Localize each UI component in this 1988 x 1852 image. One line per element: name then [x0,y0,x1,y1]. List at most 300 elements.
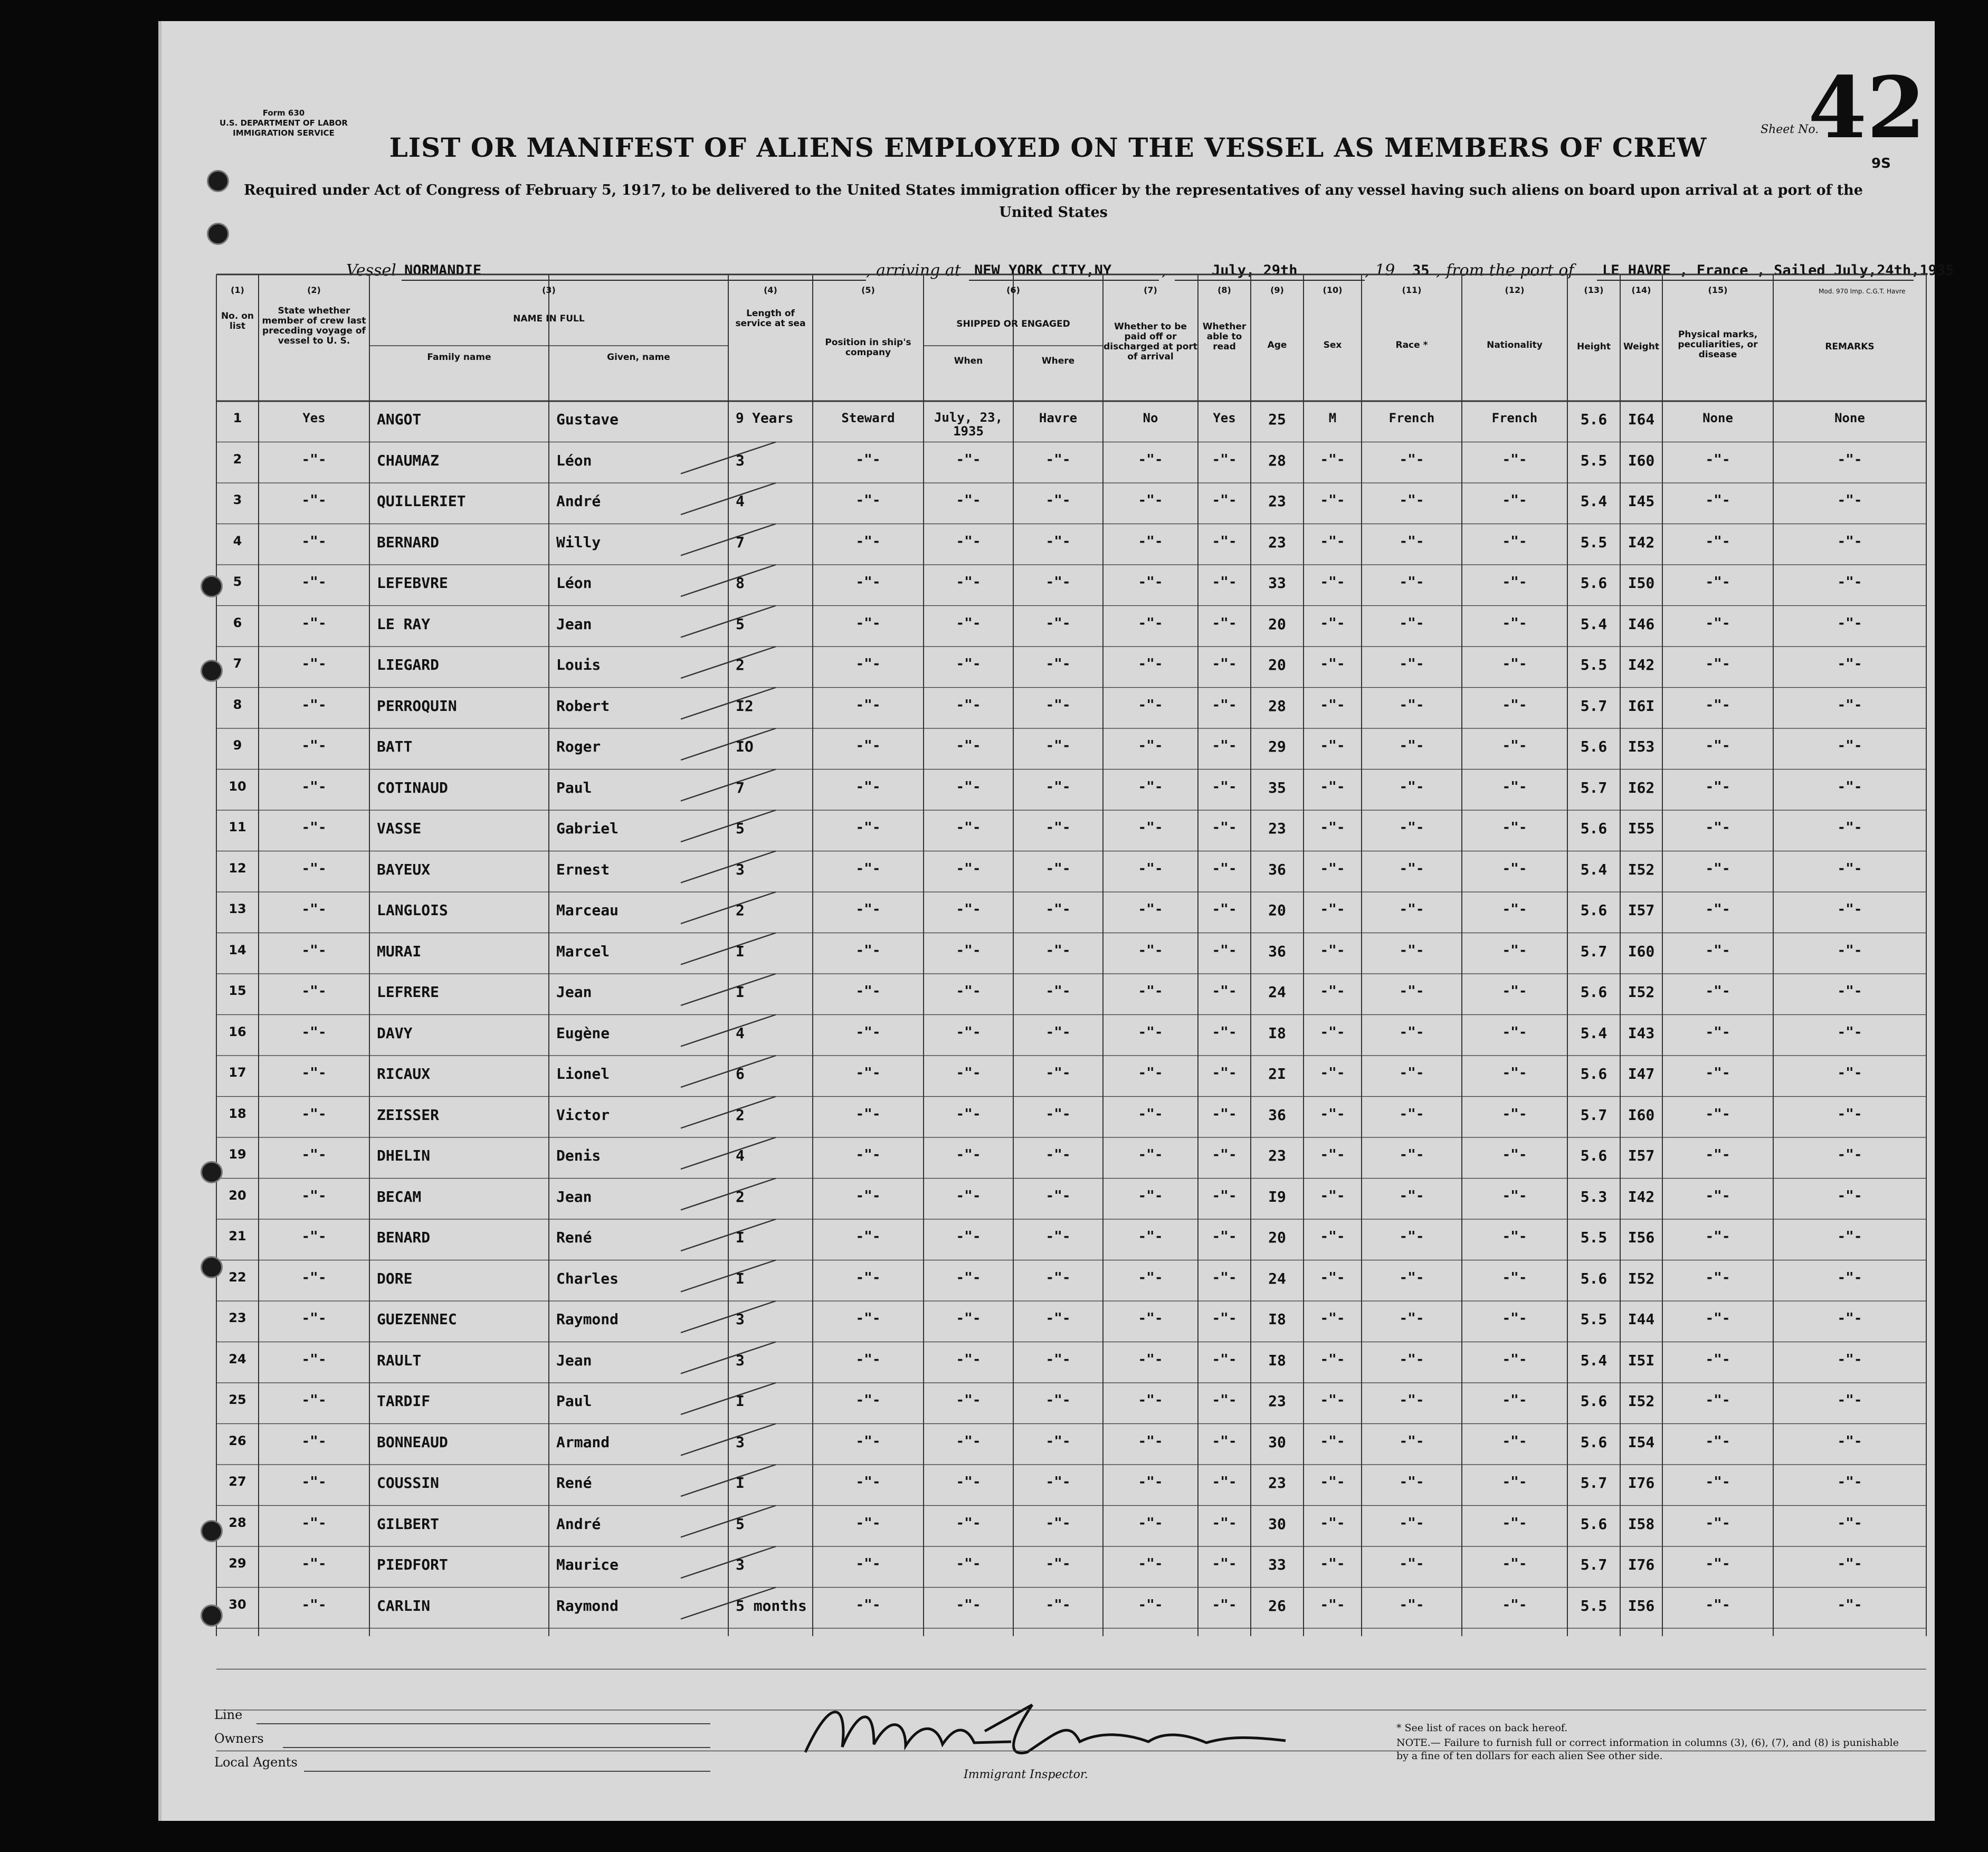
ditto-mark: -"- [1399,1392,1424,1408]
header-prev-voyage: State whether member of crew last preceding voyage of vessel to U. S. [262,306,366,346]
ditto-mark: -"- [1705,983,1730,999]
ditto-mark: -"- [855,1106,881,1122]
header-when: When [954,356,983,366]
weight: I57 [1628,901,1655,919]
ditto-mark: -"- [1138,1433,1163,1449]
ditto-mark: -"- [1320,1392,1345,1408]
header-remarks: REMARKS [1825,341,1875,352]
binder-hole [201,1161,223,1183]
ditto-mark: -"- [1502,1229,1527,1245]
binder-hole [207,223,229,245]
ditto-mark: -"- [1320,738,1345,754]
ditto-mark: -"- [1502,1597,1527,1613]
height: 5.5 [1580,656,1607,673]
row-number: 30 [229,1597,246,1612]
weight: I42 [1628,1188,1655,1205]
given-name: Charles [556,1269,619,1287]
age: I8 [1268,1024,1286,1042]
row-number: 8 [233,697,242,712]
ditto-mark: -"- [855,1392,881,1408]
header-given-name: Given, name [607,352,670,363]
ditto-mark: -"- [301,860,327,877]
ditto-mark: -"- [1837,1597,1862,1613]
ditto-mark: -"- [1837,983,1862,999]
ditto-mark: -"- [1320,1556,1345,1572]
ditto-mark: -"- [1045,1310,1071,1326]
ditto-mark: -"- [1705,1065,1730,1081]
ditto-mark: -"- [1320,820,1345,835]
sheet-sub-number: 9S [1871,156,1891,172]
ditto-mark: -"- [1837,451,1862,468]
given-name: Jean [556,1188,592,1205]
family-name: BATT [377,738,413,755]
ditto-mark: -"- [301,697,327,713]
ditto-mark: -"- [1138,1556,1163,1572]
ditto-mark: -"- [1212,901,1237,917]
age: 2I [1268,1065,1286,1082]
header-physical-marks: Physical marks, peculiarities, or disease [1678,329,1758,360]
family-name: PERROQUIN [377,697,457,715]
ditto-mark: -"- [1837,942,1862,958]
column-number: (10) [1323,285,1343,295]
ditto-mark: -"- [855,1556,881,1572]
ditto-mark: -"- [956,820,981,835]
row-number: 28 [229,1515,246,1530]
family-name: DHELIN [377,1147,431,1164]
height: 5.6 [1580,1147,1607,1164]
given-name: Armand [556,1433,610,1451]
length-of-service: 2 [736,1188,745,1205]
ditto-mark: -"- [1320,983,1345,999]
ditto-mark: -"- [1320,1269,1345,1286]
weight: I58 [1628,1515,1655,1533]
ditto-mark: -"- [301,492,327,508]
weight: I62 [1628,778,1655,796]
weight: I47 [1628,1065,1655,1082]
ditto-mark: -"- [1837,901,1862,917]
binder-hole [201,1604,223,1627]
ditto-mark: -"- [956,1229,981,1245]
length-of-service: I [736,1392,745,1410]
ditto-mark: -"- [1837,615,1862,631]
ditto-mark: -"- [1502,738,1527,754]
ditto-mark: -"- [1705,1556,1730,1572]
ditto-mark: -"- [1212,1147,1237,1163]
age: 35 [1268,778,1286,796]
ditto-mark: -"- [1320,1597,1345,1613]
ditto-mark: -"- [855,656,881,672]
ditto-mark: -"- [1138,1065,1163,1081]
first-row-race: French [1388,411,1435,425]
ditto-mark: -"- [1320,860,1345,877]
races-note: * See list of races on back hereof. [1396,1722,1568,1734]
age: 23 [1268,1474,1286,1492]
ditto-mark: -"- [1320,1065,1345,1081]
ditto-mark: -"- [1212,942,1237,958]
ditto-mark: -"- [1320,1433,1345,1449]
ditto-mark: -"- [855,942,881,958]
family-name: LANGLOIS [377,901,448,919]
ditto-mark: -"- [1138,1392,1163,1408]
ditto-mark: -"- [1212,738,1237,754]
given-name: Jean [556,1351,592,1369]
length-of-service: I [736,942,745,960]
height: 5.5 [1580,1597,1607,1614]
ditto-mark: -"- [1138,533,1163,549]
ditto-mark: -"- [1212,492,1237,508]
family-name: DAVY [377,1024,413,1042]
family-name: COTINAUD [377,778,448,796]
ditto-mark: -"- [1045,1106,1071,1122]
ditto-mark: -"- [1399,1188,1424,1204]
ditto-mark: -"- [1212,1269,1237,1286]
ditto-mark: -"- [1138,656,1163,672]
ditto-mark: -"- [956,451,981,468]
ditto-mark: -"- [301,901,327,917]
ditto-mark: -"- [1320,1188,1345,1204]
first-row-when: July, 23, 1935 [934,410,1003,439]
height: 5.6 [1580,820,1607,837]
given-name: Eugène [556,1024,610,1042]
ditto-mark: -"- [1045,1188,1071,1204]
ditto-mark: -"- [855,492,881,508]
row-number: 9 [233,738,242,753]
ditto-mark: -"- [1399,1433,1424,1449]
row-number: 26 [229,1433,246,1448]
ditto-mark: -"- [855,451,881,468]
age: 24 [1268,983,1286,1001]
ditto-mark: -"- [956,738,981,754]
ditto-mark: -"- [1320,1351,1345,1367]
column-number: (6) [1006,285,1020,295]
age: 29 [1268,738,1286,755]
family-name: LEFRERE [377,983,440,1001]
first-row-nat: French [1491,411,1538,425]
age: 26 [1268,1597,1286,1614]
length-of-service: 3 [736,1310,745,1328]
ditto-mark: -"- [1320,615,1345,631]
ditto-mark: -"- [1502,1024,1527,1040]
page-subtitle: Required under Act of Congress of February 5, 1917, to be delivered to the United States immigration officer by the representatives of any vessel having such aliens on board upon arrival at a port of the United States [244,182,1863,221]
height: 5.6 [1580,983,1607,1001]
ditto-mark: -"- [301,615,327,631]
ditto-mark: -"- [301,820,327,835]
ditto-mark: -"- [301,1515,327,1531]
ditto-mark: -"- [1212,1556,1237,1572]
binder-hole [201,660,223,682]
height: 5.7 [1580,1556,1607,1573]
ditto-mark: -"- [1045,1597,1071,1613]
ditto-mark: -"- [1212,574,1237,590]
ditto-mark: -"- [1045,778,1071,795]
age: 30 [1268,1515,1286,1533]
header-no-on-list: No. on list [221,311,254,331]
ditto-mark: -"- [1837,1433,1862,1449]
ditto-mark: -"- [956,942,981,958]
length-of-service: 6 [736,1065,745,1082]
given-name: Denis [556,1147,601,1164]
ditto-mark: -"- [1045,1556,1071,1572]
ditto-mark: -"- [1705,1188,1730,1204]
age: 30 [1268,1433,1286,1451]
ditto-mark: -"- [1320,1106,1345,1122]
arrival-port: NEW YORK CITY,NY [974,262,1112,279]
length-of-service: 7 [736,778,745,796]
ditto-mark: -"- [1705,1474,1730,1490]
column-number: (14) [1631,285,1651,295]
ditto-mark: -"- [956,1597,981,1613]
weight: I45 [1628,492,1655,510]
ditto-mark: -"- [1502,901,1527,917]
ditto-mark: -"- [1138,1229,1163,1245]
age: 28 [1268,697,1286,715]
ditto-mark: -"- [1705,615,1730,631]
ditto-mark: -"- [1837,492,1862,508]
weight: I50 [1628,574,1655,592]
ditto-mark: -"- [1399,451,1424,468]
family-name: MURAI [377,942,422,960]
ditto-mark: -"- [1502,574,1527,590]
age: 23 [1268,1392,1286,1410]
ditto-mark: -"- [1399,1310,1424,1326]
ditto-mark: -"- [301,778,327,795]
ditto-mark: -"- [1320,1515,1345,1531]
ditto-mark: -"- [956,1556,981,1572]
ditto-mark: -"- [1138,1351,1163,1367]
family-name: LE RAY [377,615,431,633]
ditto-mark: -"- [1399,1147,1424,1163]
length-of-service: 5 [736,615,745,633]
ditto-mark: -"- [1212,1310,1237,1326]
family-name: CARLIN [377,1597,431,1614]
column-number: (5) [861,285,875,295]
ditto-mark: -"- [1705,697,1730,713]
ditto-mark: -"- [1837,1106,1862,1122]
ditto-mark: -"- [1045,1474,1071,1490]
given-name: Louis [556,656,601,673]
ditto-mark: -"- [1399,615,1424,631]
row-number: 20 [229,1188,246,1203]
ditto-mark: -"- [1705,942,1730,958]
ditto-mark: -"- [1212,1474,1237,1490]
ditto-mark: -"- [956,615,981,631]
ditto-mark: -"- [1705,1351,1730,1367]
column-number: (11) [1402,285,1422,295]
ditto-mark: -"- [301,656,327,672]
row-number: 13 [229,901,246,916]
given-name: Roger [556,738,601,755]
ditto-mark: -"- [1399,1065,1424,1081]
ditto-mark: -"- [1502,983,1527,999]
ditto-mark: -"- [1320,1474,1345,1490]
given-name: Ernest [556,860,610,878]
row-number: 7 [233,656,242,671]
ditto-mark: -"- [301,1433,327,1449]
ditto-mark: -"- [301,1351,327,1367]
ditto-mark: -"- [1399,492,1424,508]
binder-hole [201,575,223,597]
row-number: 17 [229,1065,246,1080]
comma: , [1162,261,1167,280]
ditto-mark: -"- [1138,492,1163,508]
ditto-mark: -"- [1212,451,1237,468]
ditto-mark: -"- [1399,697,1424,713]
ditto-mark: -"- [1138,451,1163,468]
ditto-mark: -"- [1212,820,1237,835]
height: 5.4 [1580,615,1607,633]
first-row-sex: M [1328,411,1337,425]
ditto-mark: -"- [1502,656,1527,672]
weight: I44 [1628,1310,1655,1328]
given-name: Léon [556,451,592,469]
row-number: 3 [233,492,242,507]
family-name: BONNEAUD [377,1433,448,1451]
ditto-mark: -"- [1045,533,1071,549]
ditto-mark: -"- [956,533,981,549]
ditto-mark: -"- [1212,615,1237,631]
ditto-mark: -"- [956,901,981,917]
weight: I55 [1628,820,1655,837]
ditto-mark: -"- [1045,492,1071,508]
length-of-service: 2 [736,656,745,673]
ditto-mark: -"- [855,1147,881,1163]
ditto-mark: -"- [301,1188,327,1204]
ditto-mark: -"- [301,533,327,549]
family-name: QUILLERIET [377,492,466,510]
height: 5.7 [1580,1106,1607,1124]
ditto-mark: -"- [956,1433,981,1449]
length-of-service: 3 [736,1556,745,1573]
age: 20 [1268,901,1286,919]
ditto-mark: -"- [1705,1106,1730,1122]
vessel-label: Vessel [346,261,396,280]
ditto-mark: -"- [855,1515,881,1531]
row-number: 27 [229,1474,246,1489]
header-name-in-full: NAME IN FULL [513,314,585,324]
weight: I42 [1628,656,1655,673]
ditto-mark: -"- [1502,615,1527,631]
weight: I60 [1628,942,1655,960]
ditto-mark: -"- [855,901,881,917]
ditto-mark: -"- [1837,1229,1862,1245]
mod-line: Mod. 970 Imp. C.G.T. Havre [1819,288,1906,295]
ditto-mark: -"- [1212,1024,1237,1040]
ditto-mark: -"- [1399,1556,1424,1572]
ditto-mark: -"- [1399,942,1424,958]
ditto-mark: -"- [1212,1188,1237,1204]
ditto-mark: -"- [1502,1556,1527,1572]
ditto-mark: -"- [1138,983,1163,999]
family-name: BENARD [377,1229,431,1246]
ditto-mark: -"- [301,1474,327,1490]
first-row-remarks: None [1834,411,1865,425]
weight: I53 [1628,738,1655,755]
height: 5.4 [1580,492,1607,510]
ditto-mark: -"- [1138,738,1163,754]
weight: I52 [1628,1392,1655,1410]
ditto-mark: -"- [855,1229,881,1245]
binder-hole [207,170,229,192]
ditto-mark: -"- [956,1188,981,1204]
ditto-mark: -"- [1320,656,1345,672]
ditto-mark: -"- [1212,656,1237,672]
ditto-mark: -"- [1212,1433,1237,1449]
ditto-mark: -"- [301,1024,327,1040]
weight: I54 [1628,1433,1655,1451]
ditto-mark: -"- [855,1065,881,1081]
ditto-mark: -"- [1502,860,1527,877]
ditto-mark: -"- [1399,1351,1424,1367]
ditto-mark: -"- [1705,778,1730,795]
length-of-service: IO [736,738,754,755]
ditto-mark: -"- [1705,1024,1730,1040]
local-agents-label: Local Agents [214,1755,298,1770]
family-name: CHAUMAZ [377,451,440,469]
ditto-mark: -"- [1399,901,1424,917]
ditto-mark: -"- [1837,533,1862,549]
ditto-mark: -"- [1212,860,1237,877]
ditto-mark: -"- [1045,451,1071,468]
row-number: 16 [229,1024,246,1039]
ditto-mark: -"- [1837,697,1862,713]
weight: I52 [1628,860,1655,878]
ditto-mark: -"- [1045,1024,1071,1040]
length-of-service: 3 [736,860,745,878]
departure-port: LE HAVRE , France , Sailed July,24th,1935 [1602,262,1954,279]
age: 36 [1268,1106,1286,1124]
ditto-mark: -"- [1138,942,1163,958]
ditto-mark: -"- [1320,533,1345,549]
family-name: DORE [377,1269,413,1287]
ditto-mark: -"- [956,778,981,795]
from-port-label: , from the port of [1436,261,1574,280]
ditto-mark: -"- [1837,1474,1862,1490]
ditto-mark: -"- [1045,1269,1071,1286]
height: 5.6 [1580,901,1607,919]
age: I8 [1268,1310,1286,1328]
ditto-mark: -"- [1320,942,1345,958]
height: 5.5 [1580,451,1607,469]
column-number: (15) [1708,285,1728,295]
ditto-mark: -"- [301,1065,327,1081]
ditto-mark: -"- [1320,1024,1345,1040]
weight: I57 [1628,1147,1655,1164]
first-row-prev: Yes [302,411,326,425]
age: 20 [1268,615,1286,633]
ditto-mark: -"- [1212,1351,1237,1367]
given-name: René [556,1474,592,1492]
ditto-mark: -"- [956,1065,981,1081]
ditto-mark: -"- [1138,1515,1163,1531]
ditto-mark: -"- [855,778,881,795]
ditto-mark: -"- [1138,1024,1163,1040]
ditto-mark: -"- [1399,1269,1424,1286]
weight: I5I [1628,1351,1655,1369]
family-name: COUSSIN [377,1474,440,1492]
header-length-of-service: Length of service at sea [735,308,806,329]
ditto-mark: -"- [1502,1392,1527,1408]
vessel-name: NORMANDIE [404,262,482,279]
ditto-mark: -"- [1705,901,1730,917]
ditto-mark: -"- [301,451,327,468]
age: 28 [1268,451,1286,469]
height: 5.4 [1580,860,1607,878]
given-name: Jean [556,983,592,1001]
ditto-mark: -"- [1212,697,1237,713]
row-number: 11 [229,820,246,834]
given-name: Victor [556,1106,610,1124]
ditto-mark: -"- [956,697,981,713]
